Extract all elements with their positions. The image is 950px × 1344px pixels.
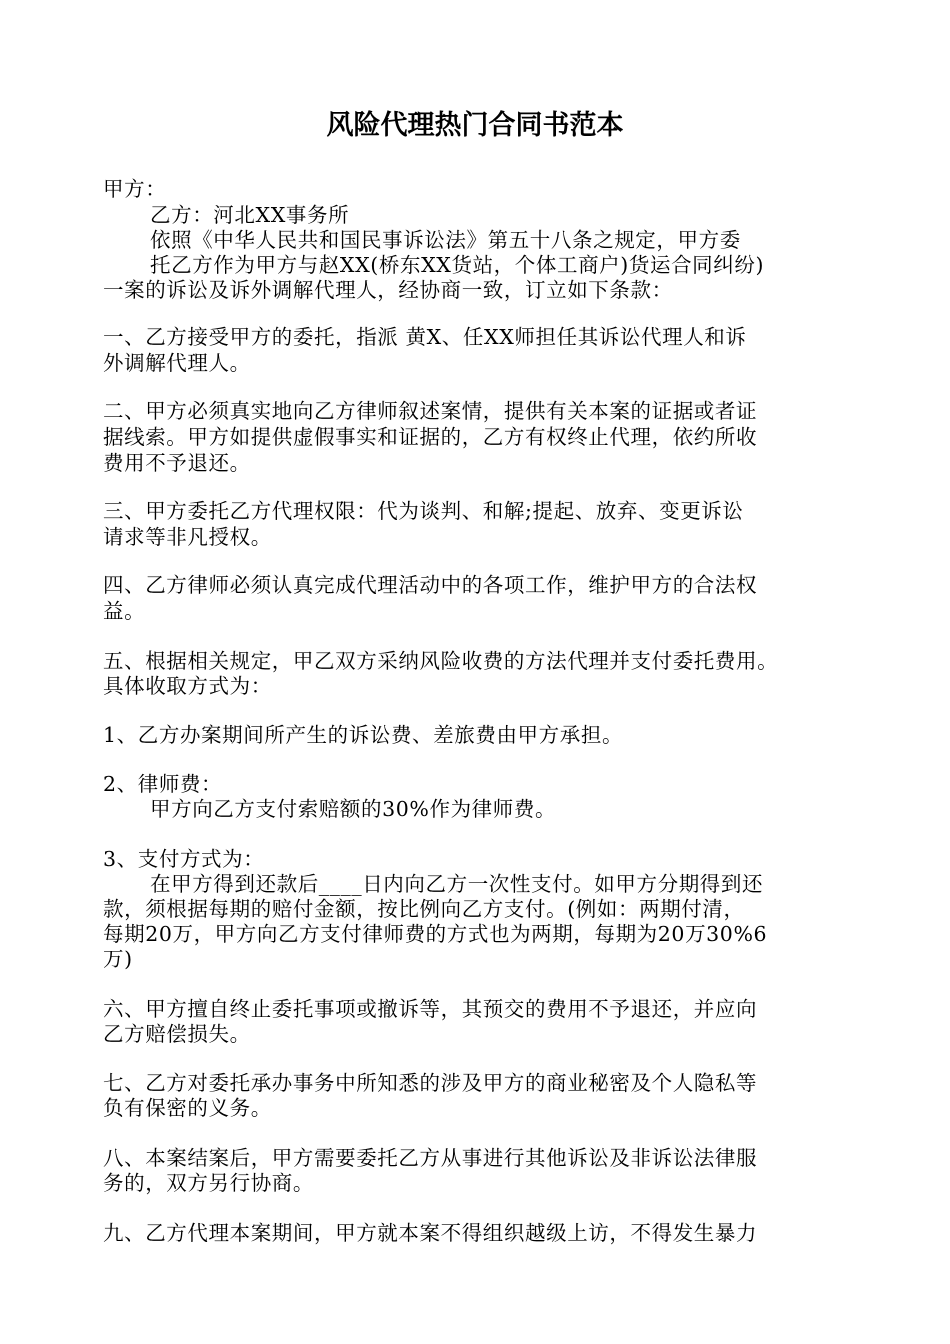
item-3-line-5: 万) xyxy=(103,947,133,971)
clause-7-line-1: 七、乙方对委托承办事务中所知悉的涉及甲方的商业秘密及个人隐私等 xyxy=(103,1071,758,1095)
clause-6-line-1: 六、甲方擅自终止委托事项或撤诉等，其预交的费用不予退还，并应向 xyxy=(103,997,758,1021)
clause-1-line-2: 外调解代理人。 xyxy=(103,351,251,375)
item-3-line-4: 每期20万，甲方向乙方支付律师费的方式也为两期，每期为20万30%6 xyxy=(103,922,768,946)
item-1-line: 1、乙方办案期间所产生的诉讼费、差旅费由甲方承担。 xyxy=(103,723,624,747)
item-2-line-1: 2、律师费： xyxy=(103,772,223,796)
preamble-line-2: 托乙方作为甲方与赵XX(桥东XX货站，个体工商户)货运合同纠纷) xyxy=(150,253,765,277)
item-3-line-3: 款，须根据每期的赔付金额，按比例向乙方支付。(例如：两期付清， xyxy=(103,897,745,921)
clause-2-line-1: 二、甲方必须真实地向乙方律师叙述案情，提供有关本案的证据或者证 xyxy=(103,399,758,423)
clause-9-line-1: 九、乙方代理本案期间，甲方就本案不得组织越级上访，不得发生暴力 xyxy=(103,1221,758,1245)
clause-3-line-2: 请求等非凡授权。 xyxy=(103,525,272,549)
item-3-line-2: 在甲方得到还款后____日内向乙方一次性支付。如甲方分期得到还 xyxy=(150,872,764,896)
clause-8-line-2: 务的，双方另行协商。 xyxy=(103,1171,314,1195)
clause-2-line-3: 费用不予退还。 xyxy=(103,451,251,475)
clause-4-line-1: 四、乙方律师必须认真完成代理活动中的各项工作，维护甲方的合法权 xyxy=(103,573,758,597)
clause-7-line-2: 负有保密的义务。 xyxy=(103,1096,272,1120)
clause-2-line-2: 据线索。甲方如提供虚假事实和证据的，乙方有权终止代理，依约所收 xyxy=(103,425,758,449)
clause-6-line-2: 乙方赔偿损失。 xyxy=(103,1022,251,1046)
clause-3-line-1: 三、甲方委托乙方代理权限：代为谈判、和解;提起、放弃、变更诉讼 xyxy=(103,499,744,523)
preamble-line-1: 依照《中华人民共和国民事诉讼法》第五十八条之规定，甲方委 xyxy=(150,228,741,252)
clause-4-line-2: 益。 xyxy=(103,599,146,623)
clause-5-line-1: 五、根据相关规定，甲乙双方采纳风险收费的方法代理并支付委托费用。 xyxy=(103,649,779,673)
clause-1-line-1: 一、乙方接受甲方的委托，指派 黄X、任XX师担任其诉讼代理人和诉 xyxy=(103,325,747,349)
clause-5-line-2: 具体收取方式为： xyxy=(103,674,272,698)
preamble-line-3: 一案的诉讼及诉外调解代理人，经协商一致，订立如下条款： xyxy=(103,278,673,302)
document-title: 风险代理热门合同书范本 xyxy=(326,110,624,141)
party-b-line: 乙方：河北XX事务所 xyxy=(150,203,350,227)
party-a-line: 甲方： xyxy=(103,177,167,201)
item-2-line-2: 甲方向乙方支付索赔额的30%作为律师费。 xyxy=(150,797,557,821)
clause-8-line-1: 八、本案结案后，甲方需要委托乙方从事进行其他诉讼及非诉讼法律服 xyxy=(103,1146,758,1170)
item-3-line-1: 3、支付方式为： xyxy=(103,847,265,871)
